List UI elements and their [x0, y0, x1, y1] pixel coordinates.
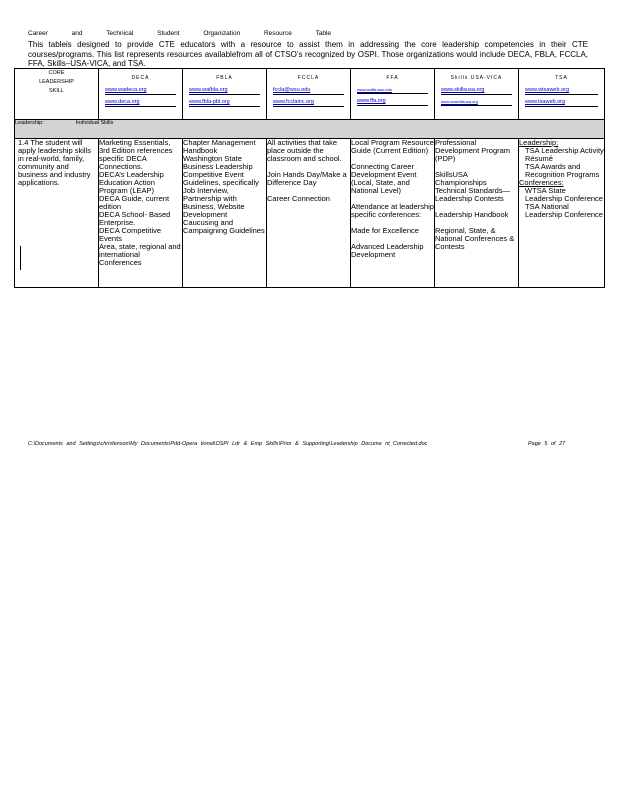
deca-state-link[interactable]: www.wadeca.org [105, 87, 176, 95]
tsa-cell: Leadership: TSA Leadership Activity Résumé TSA Awards and Recognition Programs Conferences: WTSA State Leadership Conference TSA National Leadership Conference [519, 139, 605, 288]
tsa-header: TSA www.wtsaweb.org www.tsaweb.org [519, 69, 605, 120]
fbla-national-link[interactable]: www.fbla-pbl.org [189, 99, 260, 107]
footer-file-path: C:\Documents and Settings\chrisfenson\My Documents\Pdd-Opera tional\OSPI Ldr & Emp Skills\Prior & Supporting\Leadership Docume nt_Corrected.doc [28, 441, 428, 447]
ffa-cell: Local Program Resource Guide (Current Edition) Connecting Career Development Event (Local, State, and National Level) Attendance at leadership specific conferences: Made for Excellence Advanced Leadership Development [351, 139, 435, 288]
skill-text: 1.4 The student will apply leadership skills in real-world, family, community and business and industry applications. [18, 138, 91, 187]
skillsusa-state-link[interactable]: www.washillsusa.org [441, 99, 512, 106]
table-row [15, 139, 605, 288]
tsa-national-link[interactable]: www.tsaweb.org [525, 99, 598, 107]
fccla-national-link[interactable]: www.fcclainc.org [273, 99, 344, 107]
fbla-cell: Chapter Management Handbook Washington State Business Leadership Competitive Event Guidelines, specifically Job Interview, Partnership with Business, Website Development Caucusing and Campaigning Guidelines [183, 139, 267, 288]
tsa-state-link[interactable]: www.wtsaweb.org [525, 87, 598, 95]
document-title: Career and Technical Student Organization Resource Table [28, 30, 332, 37]
deca-national-link[interactable]: www.deca.org [105, 99, 176, 107]
resource-table [14, 68, 605, 288]
header-row [15, 69, 605, 120]
fbla-header: FBLA www.wafbla.org www.fbla-pbl.org [183, 69, 267, 120]
deca-cell: Marketing Essentials, 3rd Edition references specific DECA Connections. DECA’s Leadership Education Action Program (LEAP) DECA Guide, current edition DECA School- Based Enterprise. DECA Competitive Events Area, state, regional and international Conferences [99, 139, 183, 288]
ffa-state-link[interactable]: www.waffa.wsu.edu [357, 87, 428, 94]
skillsusa-header: Skills USA-VICA www.skillsusa.org www.washillsusa.org [435, 69, 519, 120]
fccla-header: FCCLA fccla@wsu.edu www.fcclainc.org [267, 69, 351, 120]
fbla-state-link[interactable]: www.wafbla.org [189, 87, 260, 95]
subcategory-label: Individual Skills [75, 120, 114, 126]
category-band [15, 120, 605, 139]
deca-header: DECA www.wadeca.org www.deca.org [99, 69, 183, 120]
intro-paragraph: This tableis designed to provide CTE educators with a resource to assist them in addressing the core leadership competencies in their CTE courses/programs. This list represents resources availablefrom all of CTSO’s recognized by OSPI. Those organizations would include DECA, FBLA, FCCLA, FFA, Skills–USA-VICA, and TSA. [28, 40, 588, 68]
page-number: Page 5 of 27 [528, 441, 566, 447]
skillsusa-cell: Professional Development Program (PDP) SkillsUSA Championships Technical Standards—Leadership Contests Leadership Handbook Regional, State, & National Conferences & Contests [435, 139, 519, 288]
fccla-cell: All activities that take place outside the classroom and school. Join Hands Day/Make a Difference Day Career Connection [267, 139, 351, 288]
fccla-state-link[interactable]: fccla@wsu.edu [273, 87, 344, 95]
text-cursor [20, 246, 21, 270]
ffa-header: FFA www.waffa.wsu.edu www.ffa.org [351, 69, 435, 120]
skillsusa-national-link[interactable]: www.skillsusa.org [441, 87, 512, 95]
category-label: Leadership: [15, 120, 44, 126]
skill-cell [15, 139, 99, 288]
core-skill-header: CORE LEADERSHIP SKILL [15, 69, 99, 120]
ffa-national-link[interactable]: www.ffa.org [357, 98, 428, 106]
